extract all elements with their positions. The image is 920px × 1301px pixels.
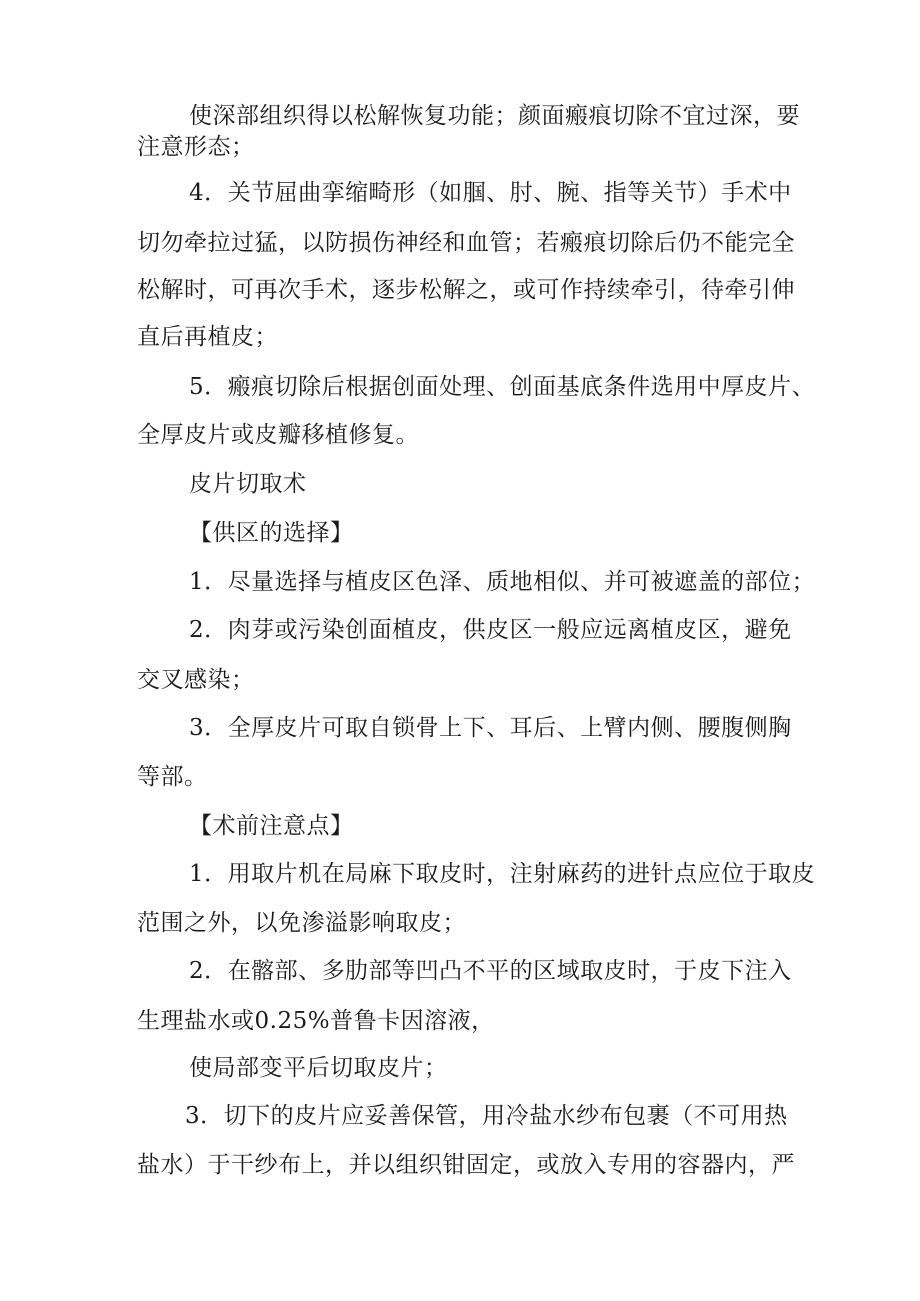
paragraph-line: 注意形态；	[137, 134, 255, 160]
paragraph-line: 生理盐水或0.25%普鲁卡因溶液，	[137, 1008, 495, 1034]
paragraph-line: 等部。	[137, 764, 208, 790]
list-item-line: 1．用取片机在局麻下取皮时，注射麻药的进针点应位于取皮	[189, 861, 816, 887]
list-item-line: 3．切下的皮片应妥善保管，用冷盐水纱布包裹（不可用热	[185, 1103, 788, 1129]
paragraph-line: 全厚皮片或皮瓣移植修复。	[137, 422, 419, 448]
paragraph-line: 直后再植皮；	[137, 324, 278, 350]
paragraph-line: 使深部组织得以松解恢复功能；颜面瘢痕切除不宜过深，要	[189, 103, 800, 129]
list-item-line: 1．尽量选择与植皮区色泽、质地相似、并可被遮盖的部位；	[189, 569, 816, 595]
paragraph-line: 松解时，可再次手术，逐步松解之，或可作持续牵引，待牵引伸	[137, 277, 795, 303]
paragraph-line: 使局部变平后切取皮片；	[189, 1055, 448, 1081]
subsection-heading: 【供区的选择】	[189, 520, 354, 546]
paragraph-line: 切勿牵拉过猛，以防损伤神经和血管；若瘢痕切除后仍不能完全	[137, 230, 795, 256]
list-item-line: 5．瘢痕切除后根据创面处理、创面基底条件选用中厚皮片、	[189, 374, 816, 400]
list-item-line: 3．全厚皮片可取自锁骨上下、耳后、上臂内侧、腰腹侧胸	[189, 715, 792, 741]
paragraph-line: 范围之外，以免渗溢影响取皮；	[137, 910, 466, 936]
subsection-heading: 【术前注意点】	[189, 813, 354, 839]
list-item-line: 2．肉芽或污染创面植皮，供皮区一般应远离植皮区，避免	[189, 617, 792, 643]
list-item-line: 4．关节屈曲挛缩畸形（如腘、肘、腕、指等关节）手术中	[189, 180, 792, 206]
paragraph-line: 交叉感染；	[137, 667, 255, 693]
section-heading: 皮片切取术	[189, 471, 307, 497]
paragraph-line: 盐水）于干纱布上，并以组织钳固定，或放入专用的容器内，严	[137, 1152, 795, 1178]
list-item-line: 2．在髂部、多肋部等凹凸不平的区域取皮时，于皮下注入	[189, 958, 792, 984]
